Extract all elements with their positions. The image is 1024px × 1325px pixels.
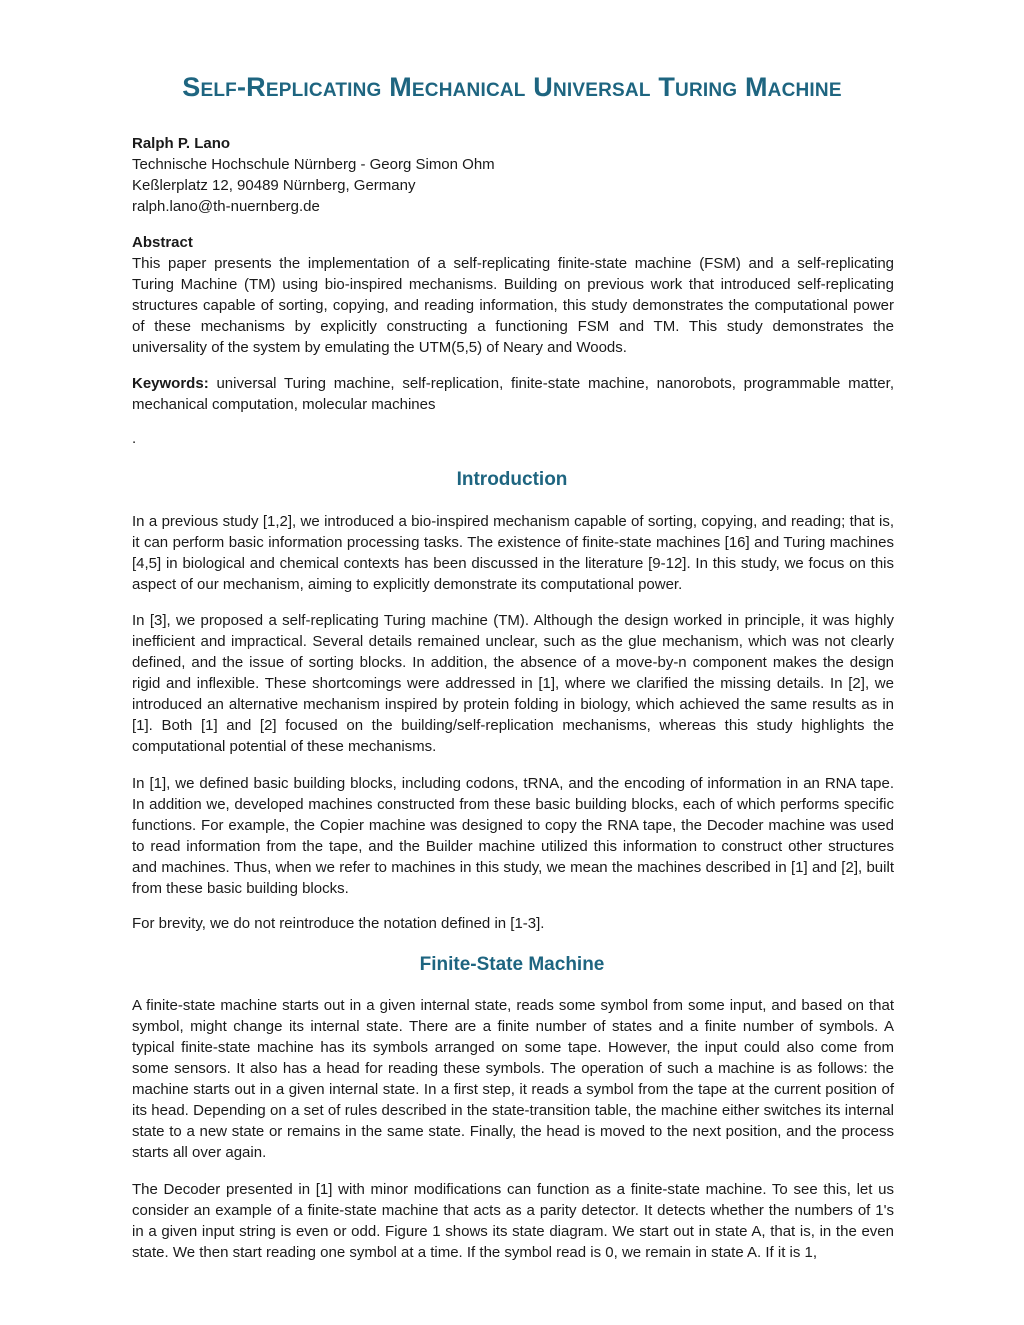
paragraph: In [1], we defined basic building blocks, including codons, tRNA, and the encoding of information in an RNA tape. In addition we, developed machines constructed from these basic building blocks, each of which performs specific functions. For example, the Copier machine was designed to copy the RNA tape, the Decoder machine was used to read information from the tape, and the Builder machine utilized this information to construct other structures and machines. Thus, when we refer to machines in this study, we mean the machines described in [1] and [2], built from these basic building blocks. <box>132 775 894 897</box>
paper-title: Self-Replicating Mechanical Universal Turing Machine <box>182 72 842 102</box>
paragraph: For brevity, we do not reintroduce the notation defined in [1-3]. <box>132 915 545 932</box>
intro-paragraph-3 <box>132 773 894 899</box>
intro-paragraph-1 <box>132 511 894 595</box>
heading-finite-state-machine: Finite-State Machine <box>419 954 605 975</box>
author-affiliation: Technische Hochschule Nürnberg - Georg Simon Ohm <box>132 156 495 173</box>
keywords-text: universal Turing machine, self-replication, finite-state machine, nanorobots, programmable matter, mechanical computation, molecular machines <box>132 375 894 413</box>
heading-introduction: Introduction <box>456 469 568 490</box>
paragraph: A finite-state machine starts out in a given internal state, reads some symbol from some input, and based on that symbol, might change its internal state. There are a finite number of states and a finite number of symbols. A typical finite-state machine has its symbols arranged on some tape. However, the input could also come from some sensors. It also has a head for reading these symbols. The operation of such a machine is as follows: the machine starts out in a given internal state. In a first step, it reads a symbol from the tape at the current position of its head. Depending on a set of rules described in the state-transition table, the machine either switches its internal state to a new state or remains in the same state. Finally, the head is moved to the next position, and the process starts all over again. <box>132 997 894 1161</box>
author-email[interactable]: ralph.lano@th-nuernberg.de <box>132 198 320 215</box>
author-address: Keßlerplatz 12, 90489 Nürnberg, Germany <box>132 177 416 194</box>
keywords-paragraph <box>132 373 894 415</box>
paragraph: In a previous study [1,2], we introduced a bio-inspired mechanism capable of sorting, copying, and reading; that is, it can perform basic information processing tasks. The existence of finite-state machines [16] and Turing machines [4,5] in biological and chemical contexts has been discussed in the literature [9-12]. In this study, we focus on this aspect of our mechanism, aiming to explicitly demonstrate its computational power. <box>132 513 894 593</box>
stray-dot: . <box>132 430 137 447</box>
paragraph: In [3], we proposed a self-replicating Turing machine (TM). Although the design worked in principle, it was highly inefficient and impractical. Several details remained unclear, such as the glue mechanism, which was not clearly defined, and the issue of sorting blocks. In addition, the absence of a move-by-n component makes the design rigid and inflexible. These shortcomings were addressed in [1], where we clarified the missing details. In [2], we introduced an alternative mechanism inspired by protein folding in biology, which achieved the same results as in [1]. Both [1] and [2] focused on the building/self-replication mechanisms, whereas this study highlights the computational potential of these mechanisms. <box>132 612 894 755</box>
author-block <box>132 133 495 217</box>
intro-paragraph-2 <box>132 610 894 757</box>
fsm-paragraph-2 <box>132 1179 894 1263</box>
fsm-paragraph-1 <box>132 995 894 1163</box>
abstract-text: This paper presents the implementation of a self-replicating finite-state machine (FSM) and a self-replicating Turing Machine (TM) using bio-inspired mechanisms. Building on previous work that introduced self-replicating structures capable of sorting, copying, and reading information, this study demonstrates the computational power of these mechanisms by explicitly constructing a functioning FSM and TM. This study demonstrates the universality of the system by emulating the UTM(5,5) of Neary and Woods. <box>132 255 894 356</box>
paragraph: The Decoder presented in [1] with minor modifications can function as a finite-state machine. To see this, let us consider an example of a finite-state machine that acts as a parity detector. It detects whether the numbers of 1's in a given input string is even or odd. Figure 1 shows its state diagram. We start out in state A, that is, in the even state. We then start reading one symbol at a time. If the symbol read is 0, we remain in state A. If it is 1, <box>132 1181 894 1261</box>
author-name: Ralph P. Lano <box>132 135 231 152</box>
keywords-section <box>132 373 894 415</box>
abstract-label: Abstract <box>132 234 193 251</box>
intro-paragraph-4 <box>132 913 894 934</box>
abstract-section <box>132 232 894 358</box>
keywords-label: Keywords: <box>132 375 209 392</box>
